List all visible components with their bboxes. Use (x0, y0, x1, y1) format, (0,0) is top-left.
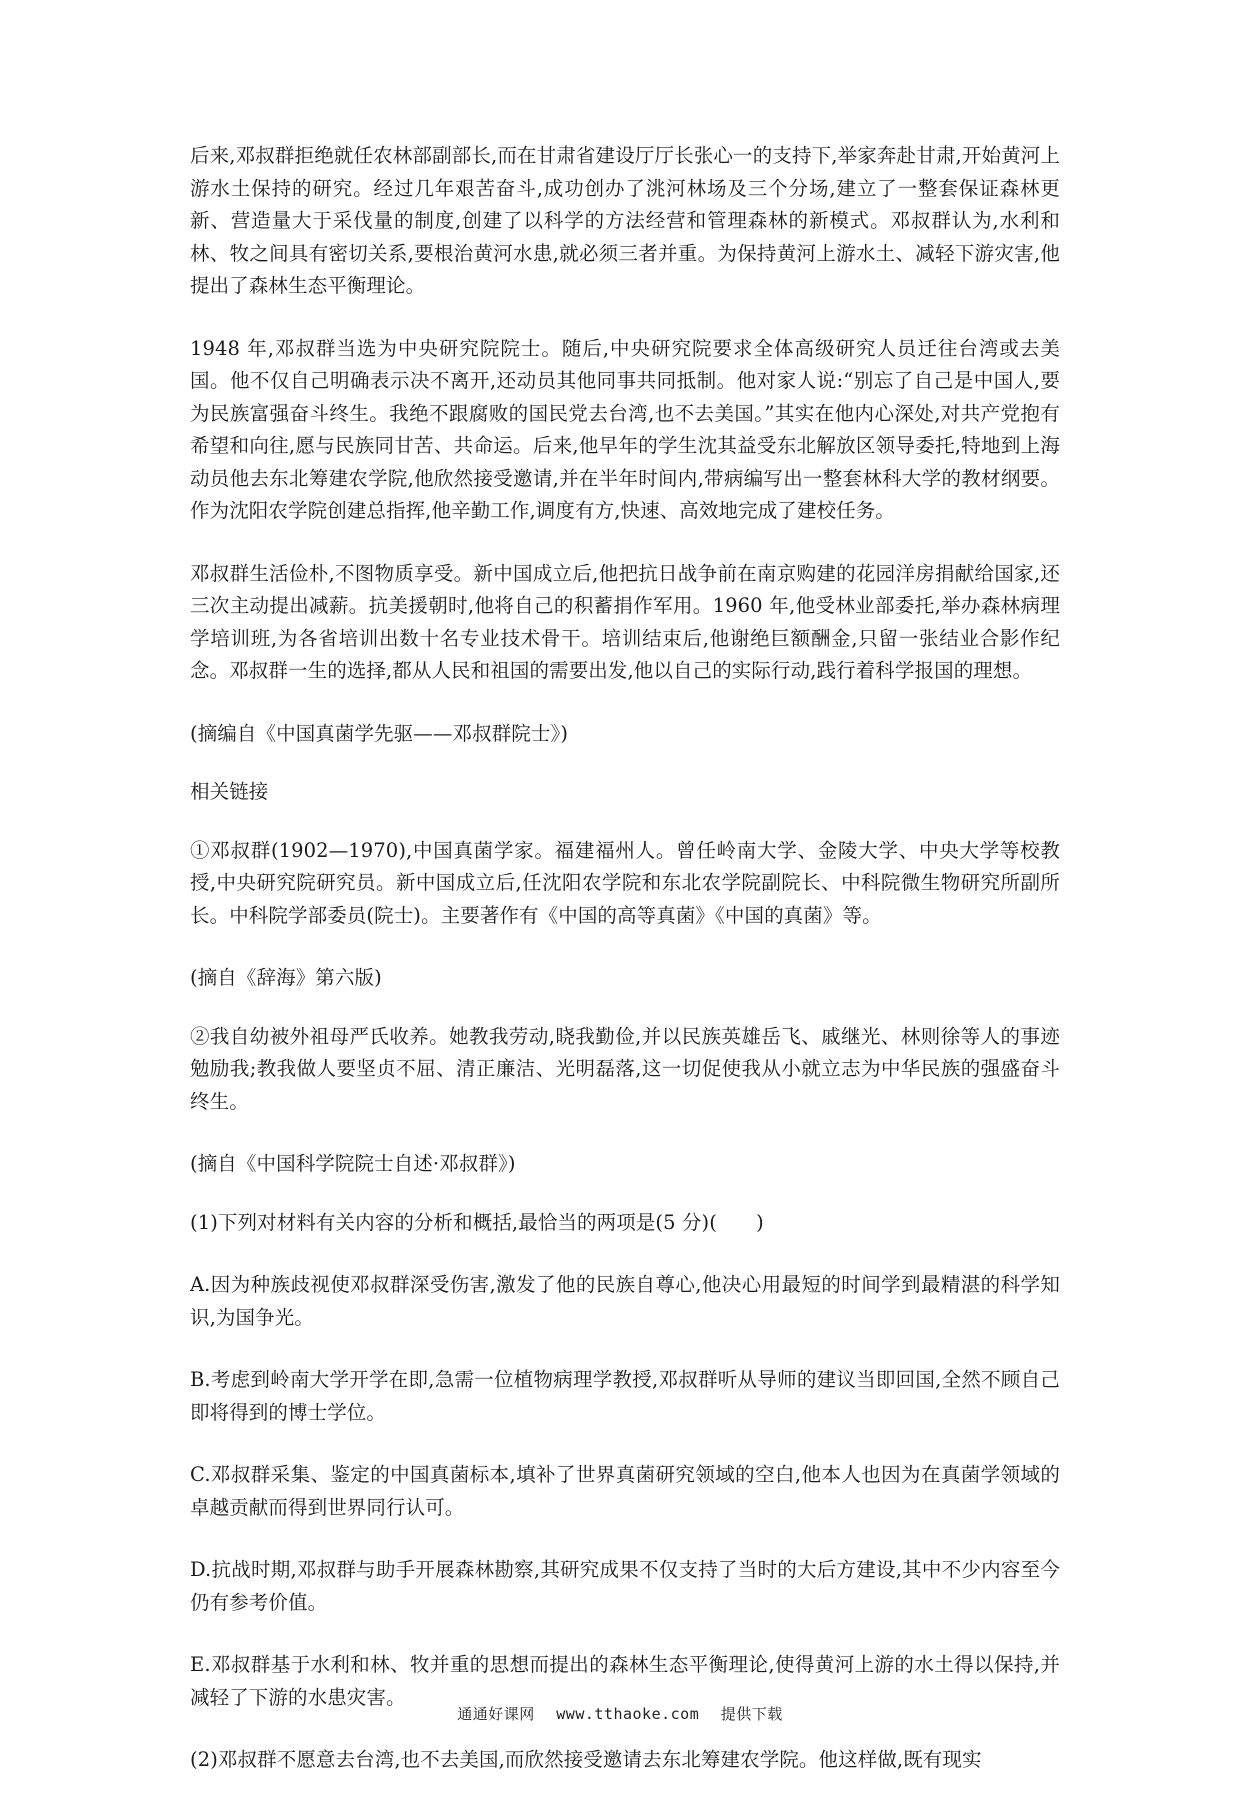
option-e: E.邓叔群基于水利和林、牧并重的思想而提出的森林生态平衡理论,使得黄河上游的水土得以保持,并减轻了下游的水患灾害。 (190, 1653, 1060, 1709)
question-1: (1)下列对材料有关内容的分析和概括,最恰当的两项是(5 分)( ) (190, 1210, 764, 1234)
link-item-1: ①邓叔群(1902—1970),中国真菌学家。福建福州人。曾任岭南大学、金陵大学、中央大学等校教授,中央研究院研究员。新中国成立后,任沈阳农学院和东北农学院副院长、中科院微生物研究所副所长。中科院学部委员(院士)。主要著作有《中国的高等真菌》《中国的真菌》等。 (190, 838, 1060, 927)
option-c: C.邓叔群采集、鉴定的中国真菌标本,填补了世界真菌研究领域的空白,他本人也因为在真菌学领域的卓越贡献而得到世界同行认可。 (190, 1463, 1060, 1519)
option-a: A.因为种族歧视使邓叔群深受伤害,激发了他的民族自尊心,他决心用最短的时间学到最精湛的科学知识,为国争光。 (190, 1273, 1060, 1329)
paragraph-forestry-career: 后来,邓叔群拒绝就任农林部副部长,而在甘肃省建设厅厅长张心一的支持下,举家奔赴甘肃,开始黄河上游水土保持的研究。经过几年艰苦奋斗,成功创办了洮河林场及三个分场,建立了一整套保证森林更新、营造量大于采伐量的制度,创建了以科学的方法经营和管理森林的新模式。邓叔群认为,水利和林、牧之间具有密切关系,要根治黄河水患,就必须三者并重。为保持黄河上游水土、减轻下游灾害,他提出了森林生态平衡理论。 (190, 144, 1060, 297)
paragraph-1948-choice: 1948 年,邓叔群当选为中央研究院院士。随后,中央研究院要求全体高级研究人员迁往台湾或去美国。他不仅自己明确表示决不离开,还动员其他同事共同抵制。他对家人说:“别忘了自己是中国人,要为民族富强奋斗终生。我绝不跟腐败的国民党去台湾,也不去美国。”其实在他内心深处,对共产党抱有希望和向往,愿与民族同甘苦、共命运。后来,他早年的学生沈其益受东北解放区领导委托,特地到上海动员他去东北筹建农学院,他欣然接受邀请,并在半年时间内,带病编写出一整套林科大学的教材纲要。作为沈阳农学院创建总指挥,他辛勤工作,调度有方,快速、高效地完成了建校任务。 (190, 336, 1060, 522)
option-d: D.抗战时期,邓叔群与助手开展森林勘察,其研究成果不仅支持了当时的大后方建设,其中不少内容至今仍有参考价值。 (190, 1558, 1060, 1614)
page-footer (0, 1703, 1240, 1724)
source-citation-2: (摘自《辞海》第六版) (190, 966, 382, 989)
footer-site-name: 通通好课网 (457, 1705, 535, 1723)
option-b: B.考虑到岭南大学开学在即,急需一位植物病理学教授,邓叔群听从导师的建议当即回国,全然不顾自己即将得到的博士学位。 (190, 1368, 1060, 1424)
document-body (190, 140, 1060, 1807)
related-links-heading: 相关链接 (190, 780, 269, 803)
link-item-2: ②我自幼被外祖母严氏收养。她教我劳动,晓我勤俭,并以民族英雄岳飞、戚继光、林则徐等人的事迹勉励我;教我做人要坚贞不屈、清正廉洁、光明磊落,这一切促使我从小就立志为中华民族的强盛奋斗终生。 (190, 1024, 1060, 1113)
footer-note: 提供下载 (720, 1705, 783, 1723)
paragraph-frugal-life: 邓叔群生活俭朴,不图物质享受。新中国成立后,他把抗日战争前在南京购建的花园洋房捐献给国家,还三次主动提出减薪。抗美援朝时,他将自己的积蓄捐作军用。1960 年,他受林业部委托,举办森林病理学培训班,为各省培训出数十名专业技术骨干。培训结束后,他谢绝巨额酬金,只留一张结业合影作纪念。邓叔群一生的选择,都从人民和祖国的需要出发,他以自己的实际行动,践行着科学报国的理想。 (190, 561, 1060, 682)
source-citation-1: (摘编自《中国真菌学先驱——邓叔群院士》) (190, 721, 569, 745)
question-2: (2)邓叔群不愿意去台湾,也不去美国,而欣然接受邀请去东北筹建农学院。他这样做,既有现实 (190, 1748, 982, 1771)
footer-url[interactable]: www.tthaoke.com (556, 1705, 700, 1723)
source-citation-3: (摘自《中国科学院院士自述·邓叔群》) (190, 1152, 516, 1175)
